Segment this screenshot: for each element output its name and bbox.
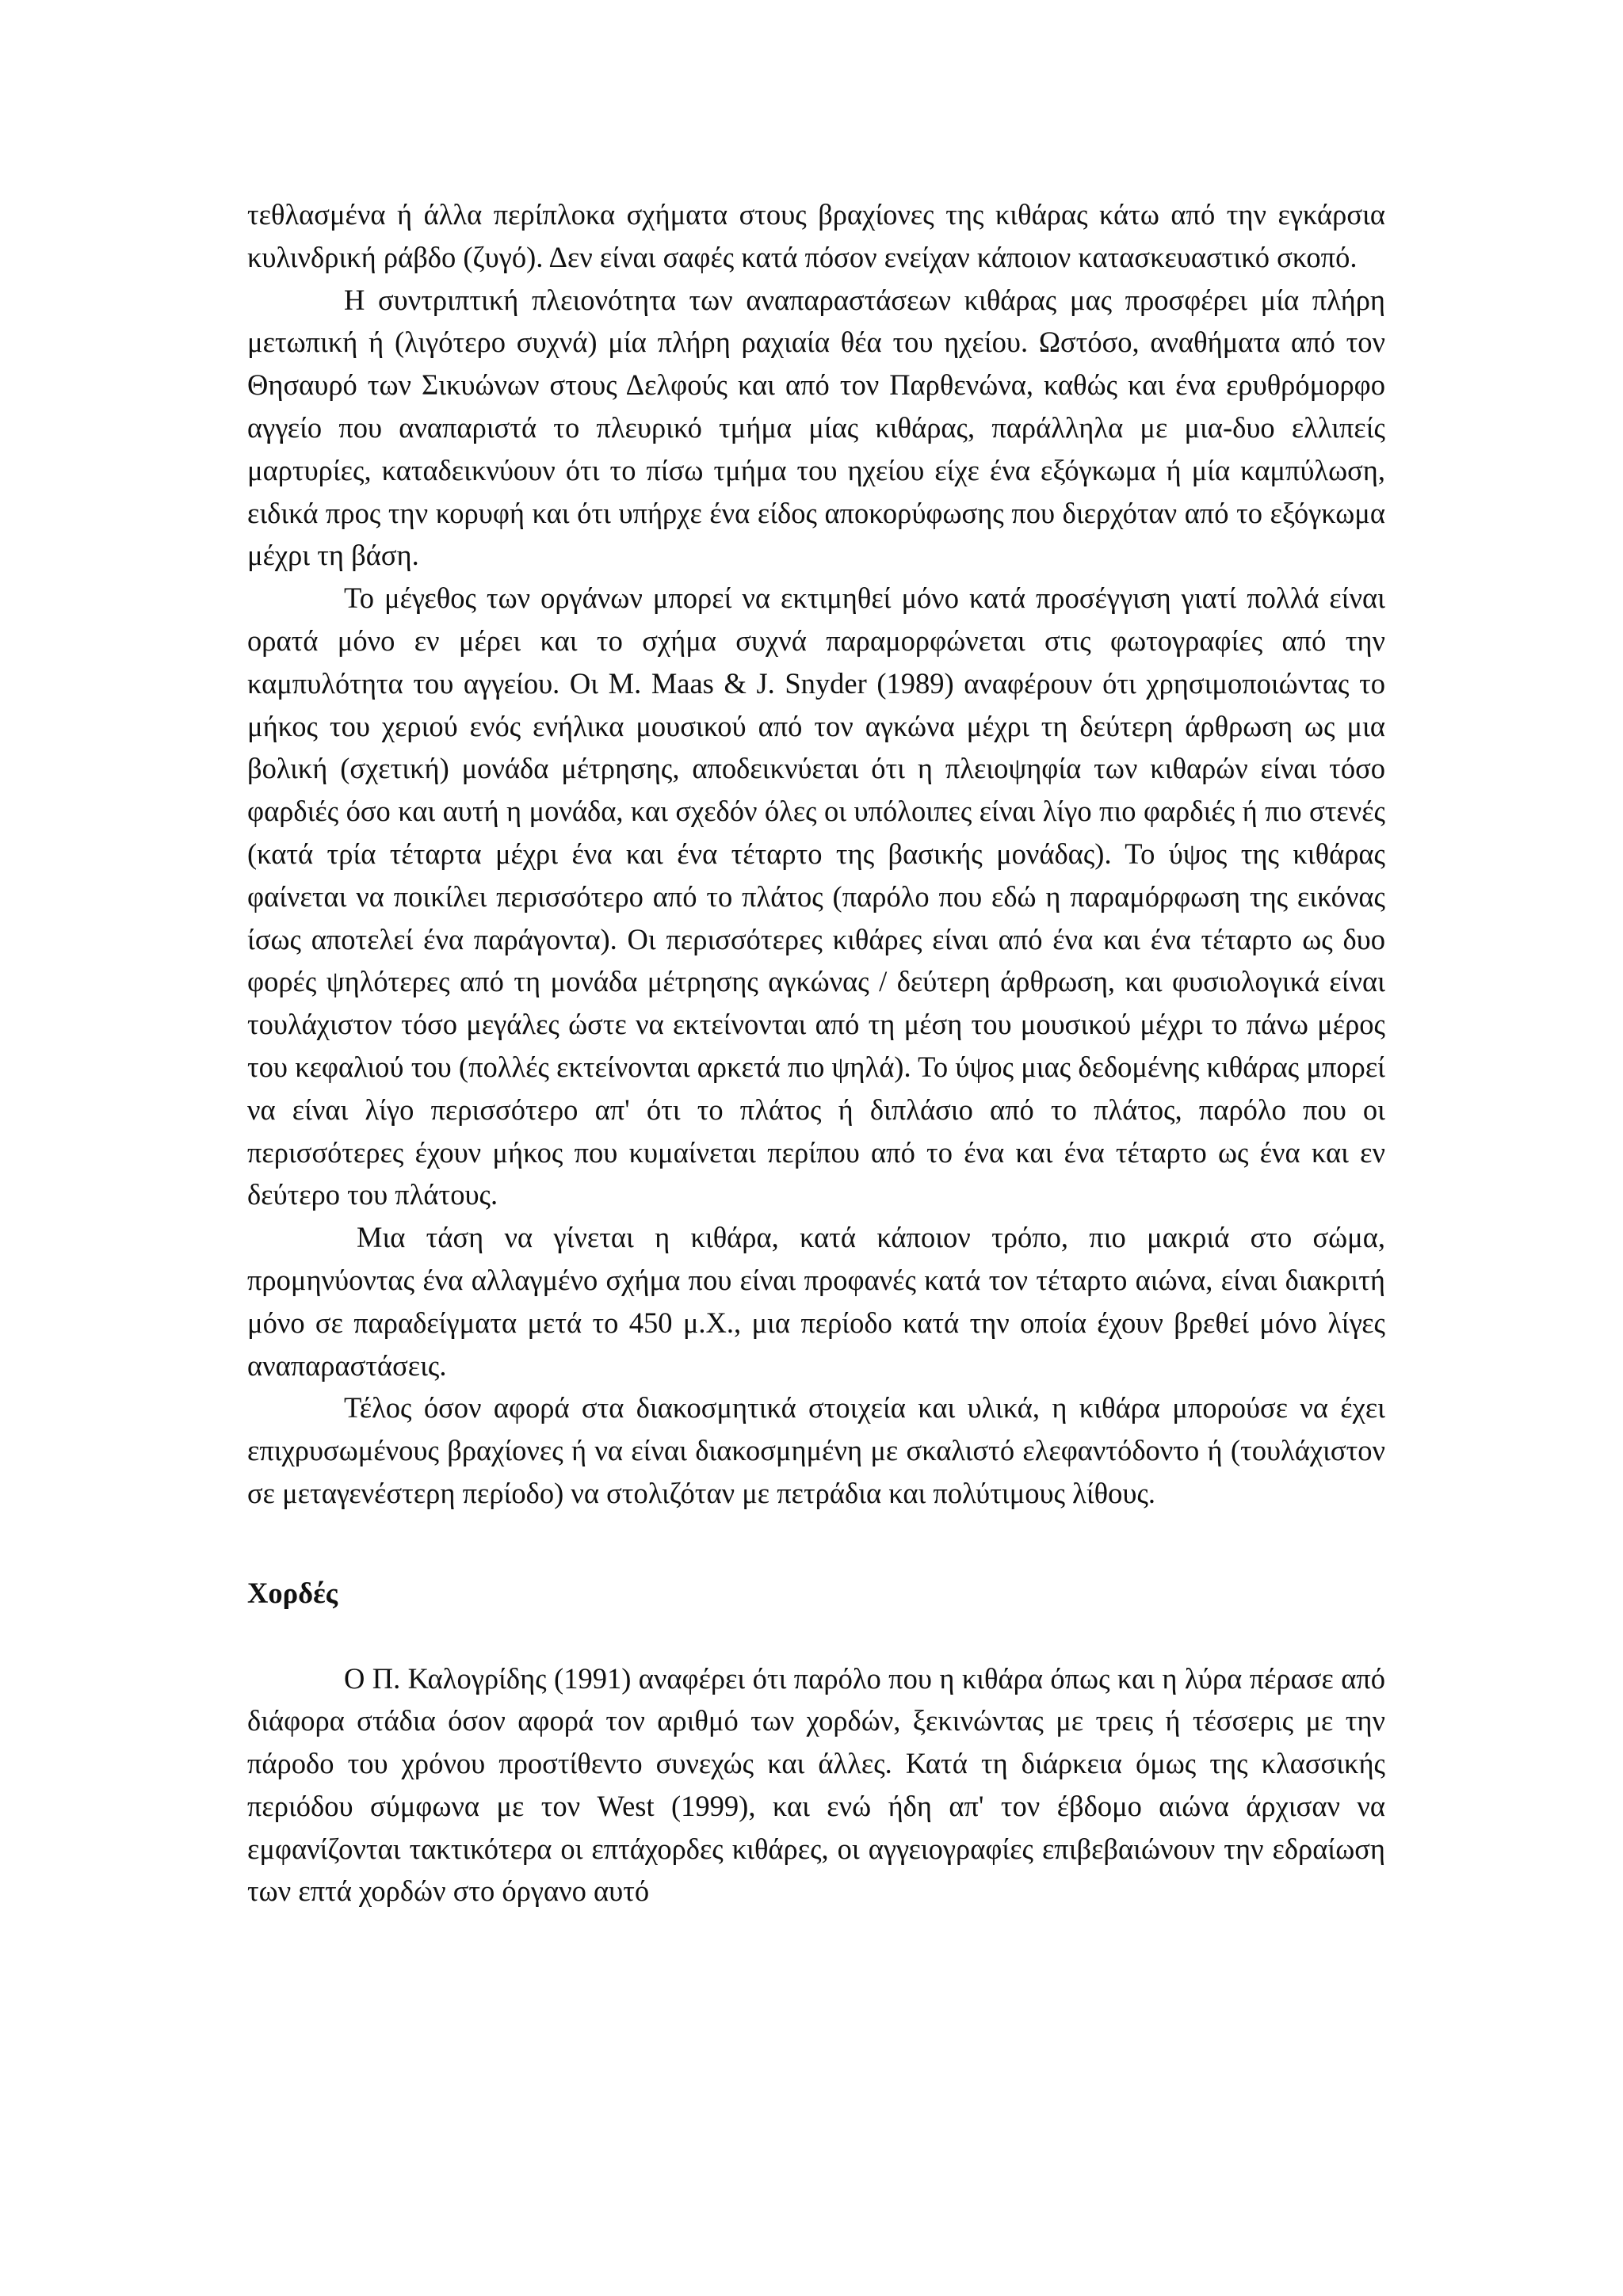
paragraph-views-of-soundbox: Η συντριπτική πλειονότητα των αναπαραστάσεων κιθάρας μας προσφέρει μία πλήρη μετωπική ή (λιγότερο συχνά) μία πλήρη ραχιαία θέα του ηχείου. Ωστόσο, αναθήματα από τον Θησαυρό των Σικυώνων στους Δελφούς και από τον Παρθενώνα, καθώς και ένα ερυθρόμορφο αγγείο που αναπαριστά το πλευρικό τμήμα μίας κιθάρας, παράλληλα με μια-δυο ελλιπείς μαρτυρίες, καταδεικνύουν ότι το πίσω τμήμα του ηχείου είχε ένα εξόγκωμα ή μία καμπύλωση, ειδικά προς την κορυφή και ότι υπήρχε ένα είδος αποκορύφωσης που διερχόταν από το εξόγκωμα μέχρι τη βάση. xyxy=(247,283,1385,572)
paragraph-longer-body-trend: Μια τάση να γίνεται η κιθάρα, κατά κάποιον τρόπο, πιο μακριά στο σώμα, προμηνύοντας ένα αλλαγμένο σχήμα που είναι προφανές κατά τον τέταρτο αιώνα, είναι διακριτή μόνο σε παραδείγματα μετά το 450 μ.Χ., μια περίοδο κατά την οποία έχουν βρεθεί μόνο λίγες αναπαραστάσεις. xyxy=(247,1221,1385,1382)
document-page xyxy=(247,193,1385,1913)
paragraph-number-of-strings: Ο Π. Καλογρίδης (1991) αναφέρει ότι παρόλο που η κιθάρα όπως και η λύρα πέρασε από διάφορα στάδια όσον αφορά τον αριθμό των χορδών, ξεκινώντας με τρεις ή τέσσερις με την πάροδο του χρόνου προστίθεντο συνεχώς και άλλες. Κατά τη διάρκεια όμως της κλασσικής περιόδου σύμφωνα με τον West (1999), και ενώ ήδη απ' τον έβδομο αιώνα άρχισαν να εμφανίζονται τακτικότερα οι επτάχορδες κιθάρες, οι αγγειογραφίες επιβεβαιώνουν την εδραίωση των επτά χορδών στο όργανο αυτό xyxy=(247,1661,1385,1908)
section-heading-strings: Χορδές xyxy=(247,1576,338,1609)
paragraph-continuation: τεθλασμένα ή άλλα περίπλοκα σχήματα στους βραχίονες της κιθάρας κάτω από την εγκάρσια κυλινδρική ράβδο (ζυγό). Δεν είναι σαφές κατά πόσον ενείχαν κάποιον κατασκευαστικό σκοπό. xyxy=(247,198,1385,273)
paragraph-decoration-materials: Τέλος όσον αφορά στα διακοσμητικά στοιχεία και υλικά, η κιθάρα μπορούσε να έχει επιχρυσωμένους βραχίονες ή να είναι διακοσμημένη με σκαλιστό ελεφαντόδοντο ή (τουλάχιστον σε μεταγενέστερη περίοδο) να στολιζόταν με πετράδια και πολύτιμους λίθους. xyxy=(247,1391,1385,1509)
paragraph-instrument-size: Το μέγεθος των οργάνων μπορεί να εκτιμηθεί μόνο κατά προσέγγιση γιατί πολλά είναι ορατά μόνο εν μέρει και το σχήμα συχνά παραμορφώνεται στις φωτογραφίες από την καμπυλότητα του αγγείου. Οι M. Maas & J. Snyder (1989) αναφέρουν ότι χρησιμοποιώντας το μήκος του χεριού ενός ενήλικα μουσικού από τον αγκώνα μέχρι τη δεύτερη άρθρωση ως μια βολική (σχετική) μονάδα μέτρησης, αποδεικνύεται ότι η πλειοψηφία των κιθαρών είναι τόσο φαρδιές όσο και αυτή η μονάδα, και σχεδόν όλες οι υπόλοιπες είναι λίγο πιο φαρδιές ή πιο στενές (κατά τρία τέταρτα μέχρι ένα και ένα τέταρτο της βασικής μονάδας). Το ύψος της κιθάρας φαίνεται να ποικίλει περισσότερο από το πλάτος (παρόλο που εδώ η παραμόρφωση της εικόνας ίσως αποτελεί ένα παράγοντα). Οι περισσότερες κιθάρες είναι από ένα και ένα τέταρτο ως δυο φορές ψηλότερες από τη μονάδα μέτρησης αγκώνας / δεύτερη άρθρωση, και φυσιολογικά είναι τουλάχιστον τόσο μεγάλες ώστε να εκτείνονται από τη μέση του μουσικού μέχρι το πάνω μέρος του κεφαλιού του (πολλές εκτείνονται αρκετά πιο ψηλά). Το ύψος μιας δεδομένης κιθάρας μπορεί να είναι λίγο περισσότερο απ' ότι το πλάτος ή διπλάσιο από το πλάτος, παρόλο που οι περισσότερες έχουν μήκος που κυμαίνεται περίπου από το ένα και ένα τέταρτο ως ένα και εν δεύτερο του πλάτους. xyxy=(247,582,1385,1211)
